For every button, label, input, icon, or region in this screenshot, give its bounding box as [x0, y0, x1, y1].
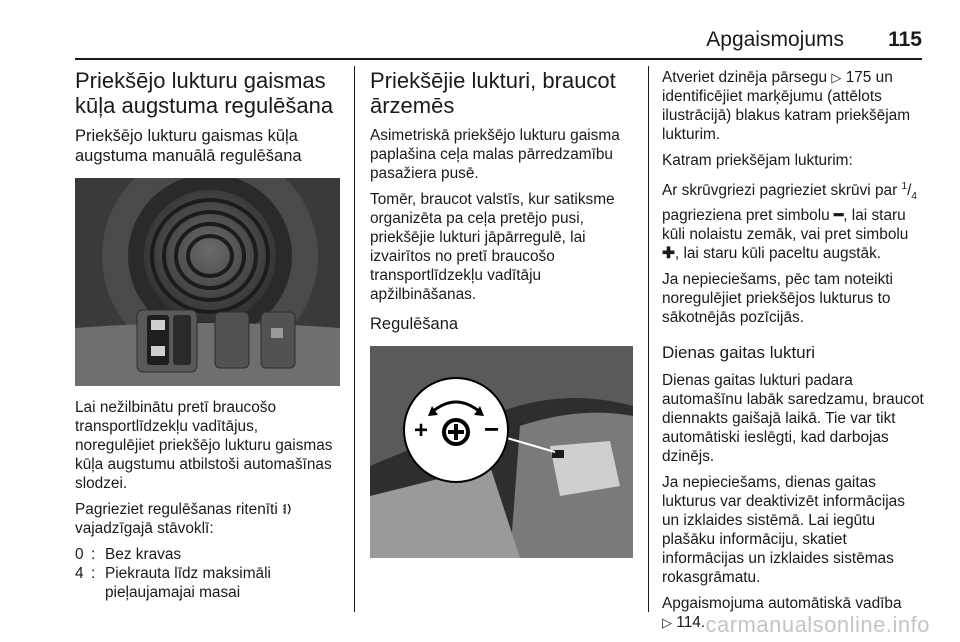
paragraph-text: vajadzīgajā stāvoklī:	[75, 520, 214, 537]
figure-plus-label: +	[414, 417, 429, 444]
paragraph-text: Ar skrūvgriezi pagrieziet skrūvi par	[662, 182, 898, 200]
paragraph: Lai nežilbinātu pretī braucošo transportlīdzekļu vadītājus, noregulējiet priekšējo lukturu gaismas kūļa augstumu atbilstoši automašīnas slodzei.	[75, 399, 333, 492]
page-reference[interactable]: 175	[845, 69, 872, 86]
reference-arrow-icon: ▷	[831, 70, 842, 85]
paragraph-text: , lai staru kūli nolaistu zemāk, vai pret simbolu	[662, 207, 909, 244]
watermark: carmanualsonline.info	[705, 612, 930, 637]
page-reference[interactable]: 114.	[676, 614, 706, 632]
list-value: Piekrauta līdz maksimāli pieļaujamajai masai	[105, 565, 271, 601]
paragraph: Dienas gaitas lukturi padara automašīnu labāk saredzamu, braucot diennakts gaišajā laikā. Tie var tikt automātiski ieslēgti, kad darbojas dzinējs.	[662, 372, 924, 466]
list-separator: :	[91, 546, 96, 563]
list-separator: :	[91, 565, 96, 582]
fraction-numerator: 1	[901, 181, 908, 192]
paragraph-text: pagrieziena pret simbolu	[662, 207, 830, 225]
list-item	[75, 545, 340, 564]
figure-minus-label: −	[484, 414, 500, 444]
column-middle	[370, 68, 635, 570]
list-key: 0	[75, 546, 84, 563]
paragraph: Ja nepieciešams, dienas gaitas lukturus var deaktivizēt informācijas un izklaides sistēmā. Lai iegūtu plašāku informāciju, skatiet informācijas un izklaides sistēmas rokasgrāmatu.	[662, 474, 905, 587]
paragraph-text: Pagrieziet regulēšanas ritenīti	[75, 501, 278, 518]
headlamp-adjustment-illustration	[370, 346, 633, 558]
section-heading: Dienas gaitas lukturi	[662, 343, 816, 363]
subsection-heading: Priekšējo lukturu gaismas kūļa augstuma manuālā regulēšana	[75, 127, 302, 165]
paragraph-text: Apgaismojuma automātiskā vadība	[662, 595, 902, 613]
list-key: 4	[75, 565, 84, 582]
paragraph: Tomēr, braucot valstīs, kur satiksme organizēta pa ceļa pretējo pusi, priekšējie lukturi jāpārregulē, lai izvairītos no pretī braucošo transportlīdzekļu vadītāju apžilbināšanas.	[370, 191, 615, 303]
fraction-denominator: 4	[911, 191, 917, 203]
paragraph-text: Atveriet dzinēja pārsegu	[662, 69, 828, 86]
paragraph-text: un identificējiet marķējumu (attēlots ilustrācijā) blakus katram priekšējam lukturim.	[662, 69, 911, 143]
column-left	[75, 68, 340, 602]
paragraph: Ar skrūvgriezi pagrieziet skrūvi par $^1/_4$ pagrieziena pret simbolu ━, lai staru kūli nolaistu zemāk, vai pret simbolu ✚, lai staru kūli paceltu augstāk.	[662, 181, 917, 263]
column-divider	[354, 66, 355, 612]
section-heading: Priekšējo lukturu gaismas kūļa augstuma regulēšana	[75, 68, 334, 118]
dashboard-dial-illustration	[75, 178, 340, 386]
minus-symbol-icon: ━	[833, 207, 844, 225]
paragraph: Katram priekšējam lukturim:	[662, 152, 853, 169]
reference-arrow-icon: ▷	[662, 615, 672, 631]
page-header	[75, 28, 922, 58]
list-value: Bez kravas	[105, 546, 182, 563]
paragraph-text: , lai staru kūli paceltu augstāk.	[674, 245, 882, 263]
subsection-heading: Regulēšana	[370, 315, 459, 333]
plus-symbol-icon: ✚	[662, 245, 675, 263]
paragraph	[75, 500, 340, 538]
column-right	[662, 68, 924, 639]
header-rule	[75, 58, 922, 60]
section-title: Apgaismojums	[706, 28, 844, 51]
paragraph: Ja nepieciešams, pēc tam noteikti noregulējiet priekšējos lukturus to sākotnējās pozīcijās.	[662, 271, 893, 327]
dial-symbol-icon	[282, 502, 294, 516]
paragraph	[662, 68, 924, 144]
list-item	[75, 564, 340, 602]
page-number: 115	[888, 28, 922, 51]
section-heading: Priekšējie lukturi, braucot ārzemēs	[370, 68, 616, 118]
column-divider	[648, 66, 649, 612]
paragraph: Asimetriskā priekšējo lukturu gaisma paplašina ceļa malas pārredzamību pasažiera pusē.	[370, 127, 620, 182]
